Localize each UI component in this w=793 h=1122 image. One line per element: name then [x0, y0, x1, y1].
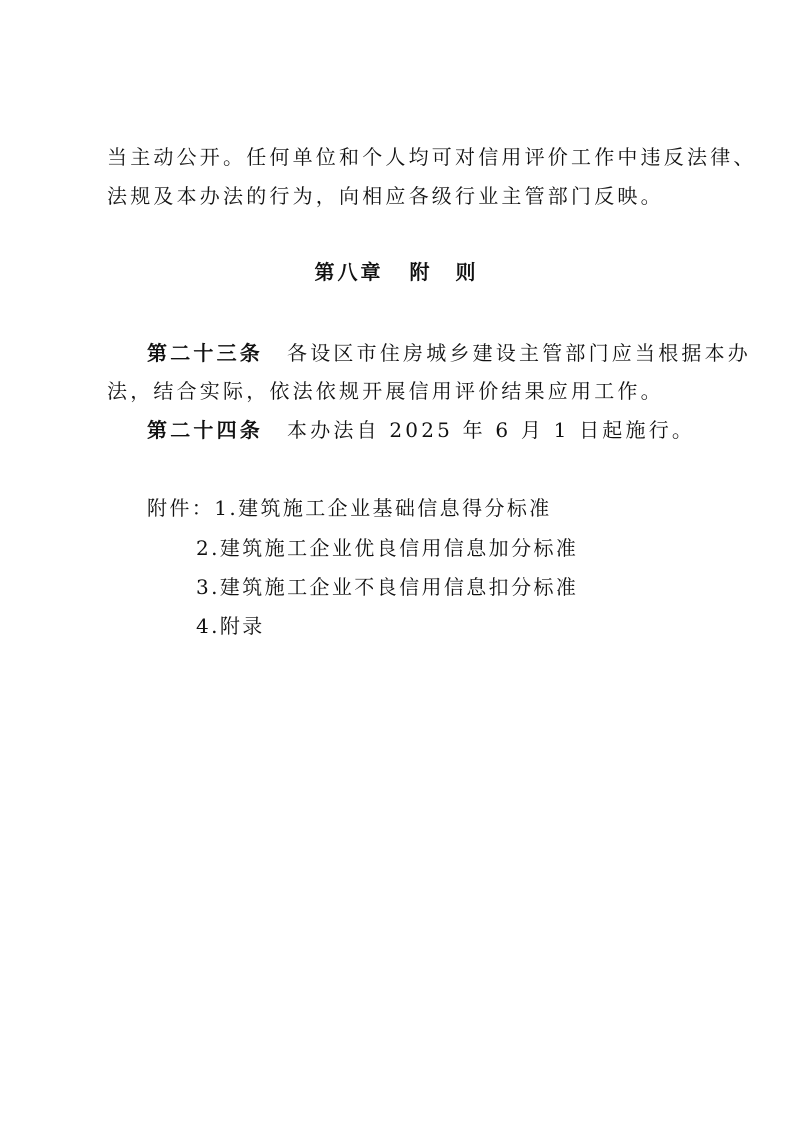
article-24-number: 第二十四条: [147, 418, 263, 442]
attachment-3: 3.建筑施工企业不良信用信息扣分标准: [196, 575, 579, 599]
paragraph-line-1: 当主动公开。任何单位和个人均可对信用评价工作中违反法律、: [107, 145, 757, 169]
attachment-1-text: 1.建筑施工企业基础信息得分标准: [214, 496, 552, 520]
article-23-text-1: 各设区市住房城乡建设主管部门应当根据本办: [287, 341, 751, 365]
attachment-4: 4.附录: [196, 614, 265, 638]
article-23-line-2: 法，结合实际，依法依规开展信用评价结果应用工作。: [107, 379, 664, 403]
attachment-2: 2.建筑施工企业优良信用信息加分标准: [196, 536, 579, 560]
article-24-text-1: 本办法自 2025 年 6 月 1 日起施行。: [287, 418, 696, 442]
article-23-number: 第二十三条: [147, 341, 263, 365]
article-23-line-1: [147, 340, 751, 366]
attachments-label: 附件：: [147, 496, 215, 520]
article-24-line-1: [147, 417, 695, 443]
chapter-number: 第八章: [314, 260, 384, 284]
chapter-heading: [0, 259, 793, 285]
chapter-title: 附 则: [409, 260, 479, 284]
paragraph-line-2: 法规及本办法的行为，向相应各级行业主管部门反映。: [107, 184, 664, 208]
attachment-1: [147, 495, 552, 521]
